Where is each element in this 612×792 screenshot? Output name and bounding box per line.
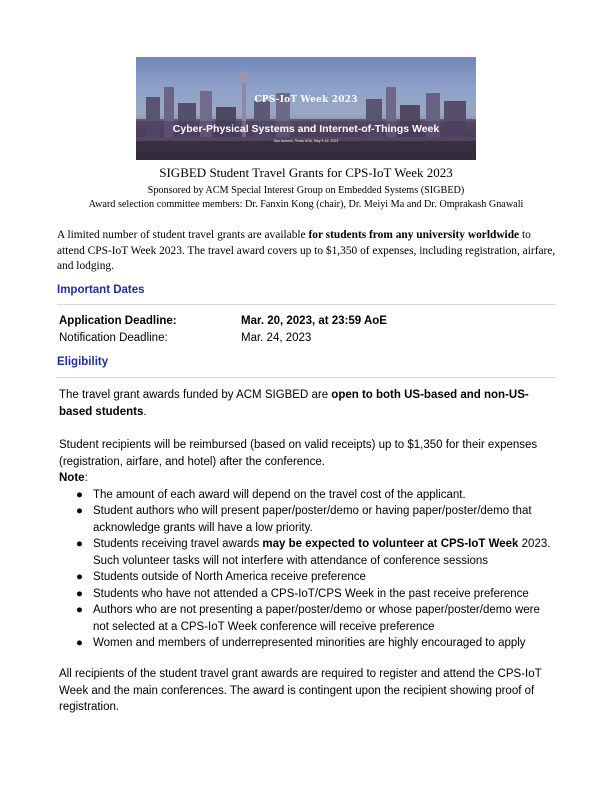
skyline-illustration	[136, 57, 476, 160]
sponsor-line: Sponsored by ACM Special Interest Group on Embedded Systems (SIGBED)	[147, 185, 465, 196]
list-item	[59, 487, 555, 504]
list-item	[59, 635, 555, 652]
list-item	[59, 569, 555, 586]
closing-paragraph: All recipients of the student travel grant awards are required to register and attend the CPS-IoT Week and the main conferences. The award is contingent upon the recipient showing proof of registration.	[59, 668, 542, 713]
note-label: Note	[59, 472, 85, 484]
eligibility-text-2: .	[143, 405, 147, 418]
note-text: The amount of each award will depend on the travel cost of the applicant.	[93, 488, 466, 501]
note-colon: :	[84, 472, 88, 484]
banner-event-title: CPS-IoT Week 2023	[254, 95, 358, 105]
list-item	[59, 602, 555, 635]
banner-location: San Antonio, Texas USA, May 9-12, 2023	[273, 139, 339, 143]
bullet-icon: ●	[76, 587, 83, 600]
eligibility-heading: Eligibility	[57, 356, 109, 368]
reimbursement-paragraph: Student recipients will be reimbursed (based on valid receipts) up to $1,350 for their expenses (registration, airfare, and hotel) after the conference.	[59, 439, 538, 468]
banner-subtitle: Cyber-Physical Systems and Internet-of-Things Week	[136, 121, 476, 137]
important-dates-table	[59, 315, 559, 349]
note-label-line	[59, 470, 555, 487]
bullet-icon: ●	[76, 571, 83, 583]
eligibility-text-bold: open to both US-based and non-US-based students	[59, 389, 529, 418]
eligibility-text-1: The travel grant awards funded by ACM SIGBED are	[59, 389, 332, 401]
committee-line: Award selection committee members: Dr. Fanxin Kong (chair), Dr. Meiyi Ma and Dr. Omprakash Gnawali	[88, 199, 524, 210]
bullet-icon: ●	[76, 505, 83, 517]
important-dates-heading: Important Dates	[57, 284, 145, 296]
section-divider	[57, 304, 556, 305]
date-value: Mar. 20, 2023, at 23:59 AoE	[241, 315, 387, 327]
note-text-bold: may be expected to volunteer at CPS-IoT Week	[262, 538, 519, 550]
event-banner-image	[136, 57, 476, 160]
eligibility-paragraph	[59, 387, 555, 420]
date-label: Notification Deadline:	[59, 332, 168, 344]
note-text-1: Students receiving travel awards	[93, 538, 263, 550]
note-text: Student authors who will present paper/poster/demo or having paper/poster/demo that acknowledge grants will have a low priority.	[93, 505, 532, 534]
date-value: Mar. 24, 2023	[241, 332, 312, 344]
note-text: Students outside of North America receive preference	[93, 571, 366, 583]
note-text: Women and members of underrepresented minorities are highly encouraged to apply	[93, 637, 526, 649]
date-label: Application Deadline:	[59, 315, 177, 327]
bullet-icon: ●	[76, 538, 83, 550]
note-section	[59, 470, 555, 652]
note-text: Students who have not attended a CPS-IoT/CPS Week in the past receive preference	[93, 587, 529, 600]
bullet-icon: ●	[76, 488, 83, 501]
note-list	[59, 487, 555, 652]
intro-paragraph	[57, 228, 557, 275]
document-title: SIGBED Student Travel Grants for CPS-IoT Week 2023	[159, 165, 453, 180]
intro-text-1: A limited number of student travel grants are available	[57, 229, 309, 241]
list-item	[59, 503, 555, 536]
note-text: Authors who are not presenting a paper/poster/demo or whose paper/poster/demo were not selected at a CPS-IoT Week conference will receive preference	[93, 604, 540, 633]
note-text-2: 2023. Such volunteer tasks will not interfere with attendance of conference sessions	[93, 538, 551, 567]
bullet-icon: ●	[76, 604, 83, 616]
application-deadline-row	[59, 315, 559, 332]
list-item	[59, 536, 555, 569]
intro-text-bold: for students from any university worldwide	[308, 229, 520, 241]
list-item	[59, 586, 555, 603]
bullet-icon: ●	[76, 637, 83, 649]
intro-text-2: to attend CPS-IoT Week 2023. The travel award covers up to $1,350 of expenses, including registration, airfare, and lodging.	[57, 229, 556, 272]
section-divider	[57, 377, 556, 378]
notification-deadline-row	[59, 332, 559, 349]
